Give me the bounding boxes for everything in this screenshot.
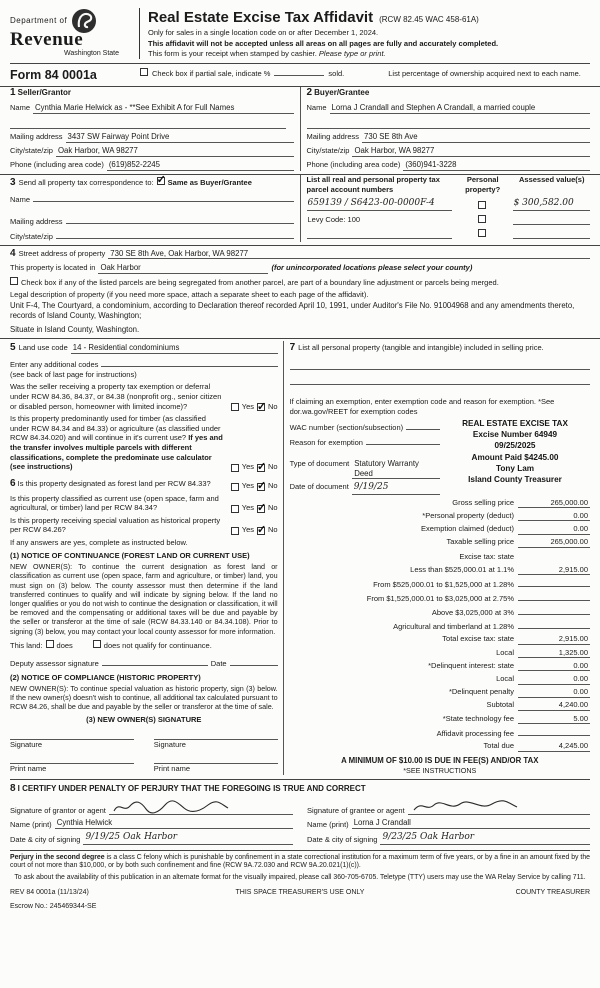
current-use-question — [10, 494, 278, 513]
tax-correspondence-section — [10, 175, 294, 242]
grantor-printname-label: Name (print) — [10, 819, 52, 829]
section2-number: 2 — [306, 87, 313, 99]
form-title: Real Estate Excise Tax Affidavit — [148, 9, 374, 26]
additional-codes-label: Enter any additional codes — [10, 360, 99, 370]
grantee-signature-ink — [410, 799, 520, 815]
row-value[interactable]: 5.00 — [518, 714, 590, 725]
row-value[interactable]: 4,245.00 — [518, 741, 590, 752]
located-in-field[interactable]: Oak Harbor — [98, 263, 268, 274]
personal-property-checkbox-3[interactable] — [478, 229, 486, 237]
exemption-instruction: If claiming an exemption, enter exemption code and reason for exemption. *See dor.wa.gov/REET for exemption codes — [289, 397, 555, 416]
parcel-row-2 — [307, 215, 591, 225]
perjury-bold: Perjury in the second degree — [10, 853, 105, 861]
does-label: does — [56, 640, 73, 650]
personal-property-checkbox-1[interactable] — [478, 201, 486, 209]
excise-tax-stamp — [440, 418, 590, 495]
section3-number: 3 — [10, 176, 16, 188]
row-value — [518, 550, 590, 559]
q4-text: Is this property classified as current use (open space, farm and agricultural, or timber) land per RCW 84.34? — [10, 493, 219, 513]
seller-name-label: Name — [10, 103, 31, 113]
section2-title: Buyer/Grantee — [314, 88, 370, 98]
new-owner-printname-field-2[interactable] — [154, 754, 278, 764]
grantor-signature-field[interactable] — [109, 799, 293, 816]
if-yes-instruction: If any answers are yes, complete as instructed below. — [10, 537, 188, 547]
grantor-signature-ink — [111, 799, 231, 815]
row-label: *State technology fee — [442, 713, 514, 723]
print-name-label-2: Print name — [153, 764, 191, 774]
forest-land-question — [10, 478, 278, 491]
form-number: Form 84 0001a — [10, 68, 97, 83]
grantee-signature-label: Signature of grantee or agent — [307, 805, 405, 815]
treasurer-space-label: THIS SPACE TREASURER'S USE ONLY — [235, 889, 365, 897]
historic-no-checkbox[interactable] — [257, 527, 265, 535]
tax-row-subtotal — [290, 700, 590, 711]
legal-description-text: Unit F-4, The Courtyard, a condominium, according to Declaration thereof recorded April 10, 1991, under Auditor's File No. 91004968 and any amendments thereto, records of Island County, Washington; — [10, 301, 575, 321]
doc-date-label: Date of document — [289, 482, 349, 492]
same-as-buyer-label: Same as Buyer/Grantee — [167, 177, 252, 187]
mid-columns — [10, 341, 590, 774]
section5-number: 5 — [10, 342, 16, 354]
title-block — [140, 8, 590, 59]
row-label: From $1,525,000.01 to $3,025,000 at 2.75% — [366, 593, 514, 603]
tax-row-tier4 — [290, 606, 590, 618]
row-value[interactable]: 4,240.00 — [518, 700, 590, 711]
new-owner-printname-field-1[interactable] — [10, 754, 134, 764]
located-in-label: This property is located in — [10, 263, 96, 273]
historic-question — [10, 516, 278, 535]
tax-row-gross — [290, 498, 590, 509]
doc-type-label: Type of document — [289, 458, 350, 468]
section7-number: 7 — [289, 342, 296, 354]
see-instructions-note: *SEE INSTRUCTIONS — [403, 765, 477, 775]
escrow-value: 245469344-SE — [49, 903, 97, 911]
notice-compliance-text: NEW OWNER(S): To continue special valuation as historic property, sign (3) below. If the new owner(s) doesn't wish to continue, all additional tax calculated pursuant to RCW 84.26, shall be due and payable by the seller or transferor at the time of sale. — [10, 683, 278, 712]
row-label: Local — [496, 674, 514, 684]
row-label: Taxable selling price — [446, 537, 514, 547]
ownership-note: List percentage of ownership acquired next to each name. — [388, 69, 581, 79]
row-label: Gross selling price — [452, 497, 514, 507]
does-checkbox[interactable] — [46, 640, 54, 648]
row-label: Less than $525,000.01 at 1.1% — [410, 564, 514, 574]
parties-section — [10, 87, 590, 171]
grantor-datecity-label: Date & city of signing — [10, 835, 81, 845]
buyer-mailing-field[interactable]: 730 SE 8th Ave — [362, 132, 590, 143]
row-label: *Personal property (deduct) — [422, 510, 514, 520]
row-value[interactable]: 1,325.00 — [518, 648, 590, 659]
street-address-field[interactable]: 730 SE 8th Ave, Oak Harbor, WA 98277 — [108, 249, 590, 260]
row-label: *Delinquent penalty — [448, 687, 514, 697]
seller-phone-field[interactable]: (619)852-2245 — [107, 160, 294, 171]
q3-text: Is this property designated as forest land per RCW 84.33? — [17, 478, 211, 488]
tax-row-total-due — [290, 741, 590, 752]
buyer-grantee-section — [300, 87, 591, 171]
seller-mailing-label: Mailing address — [10, 132, 63, 142]
tax-row-tier3 — [290, 592, 590, 604]
does-not-checkbox[interactable] — [93, 640, 101, 648]
row-value[interactable]: 0.00 — [518, 674, 590, 685]
doc-type-field[interactable]: Statutory Warranty Deed — [352, 459, 440, 480]
q2-no-checkbox[interactable] — [257, 464, 265, 472]
tax-row-agricultural — [290, 620, 590, 632]
tax-row-local — [290, 648, 590, 659]
buyer-csz-label: City/state/zip — [306, 146, 350, 155]
additional-codes-note: (see back of last page for instructions) — [10, 369, 137, 379]
new-owner-signature-field-1[interactable] — [10, 730, 134, 740]
notice-continuance-title: (1) NOTICE OF CONTINUANCE (FOREST LAND OR CURRENT USE) — [10, 551, 250, 561]
currentuse-no-label: No — [268, 503, 278, 513]
personal-property-field-1[interactable] — [290, 360, 590, 370]
deputy-date-field[interactable] — [230, 657, 278, 666]
q2-text: Is this property predominantly used for timber (as classified under RCW 84.34 and 84.33) or agriculture (as classified under RCW 84.34.020) and will continue in it's current use? — [10, 414, 221, 443]
wac-number-field[interactable] — [406, 421, 440, 430]
grantee-printname-label: Name (print) — [307, 819, 349, 829]
row-label: Total due — [483, 740, 514, 750]
seller-mailing-field[interactable]: 3437 SW Fairway Point Drive — [66, 132, 294, 143]
notice-compliance-title: (2) NOTICE OF COMPLIANCE (HISTORIC PROPERTY) — [10, 673, 201, 682]
footer-row — [10, 889, 590, 898]
tax-row-delinquent-interest-state — [290, 661, 590, 672]
row-value[interactable]: 0.00 — [518, 687, 590, 698]
row-label: Exemption claimed (deduct) — [421, 523, 514, 533]
row-label: Agricultural and timberland at 1.28% — [393, 622, 514, 632]
historic-no-label: No — [268, 525, 278, 535]
corr-mailing-label: Mailing address — [10, 217, 63, 227]
assessed-value-field-1[interactable]: $ 300,582.00 — [513, 198, 590, 211]
q1-yes-label: Yes — [241, 401, 254, 411]
row-value[interactable] — [518, 727, 590, 736]
tax-row-tier2 — [290, 578, 590, 590]
seller-name-field[interactable]: Cynthia Marie Helwick as - **See Exhibit A for Full Names — [33, 103, 293, 114]
street-address-label: Street address of property — [18, 248, 106, 258]
stamp-date: 09/25/2025 — [494, 441, 536, 451]
stamp-treasurer-name: Tony Lam — [495, 463, 535, 473]
land-use-label: Land use code — [18, 343, 68, 353]
seller-phone-label: Phone (including area code) — [10, 159, 104, 169]
row-label: Above $3,025,000 at 3% — [431, 608, 514, 618]
revenue-logo-block — [10, 8, 140, 59]
section4-number: 4 — [10, 247, 16, 259]
forest-no-label: No — [268, 480, 278, 490]
levy-code-value: 100 — [347, 214, 361, 224]
corr-mailing-field[interactable] — [66, 215, 294, 224]
tax-row-personal-deduct — [290, 511, 590, 522]
deputy-assessor-label: Deputy assessor signature — [10, 659, 99, 669]
q1-yes-checkbox[interactable] — [231, 403, 239, 411]
row-label: Affidavit processing fee — [436, 728, 514, 738]
currentuse-yes-label: Yes — [241, 503, 254, 513]
stamp-title: REAL ESTATE EXCISE TAX — [462, 419, 568, 429]
row-label: From $525,000.01 to $1,525,000 at 1.28% — [373, 579, 514, 589]
q1-no-checkbox[interactable] — [257, 403, 265, 411]
header-note-3 — [148, 49, 590, 59]
parcel-table — [300, 175, 591, 242]
seller-csz-label: City/state/zip — [10, 146, 53, 155]
perjury-text: is a class C felony which is punishable by confinement in a state correctional institution for a maximum term of five years, or by a fine in an amount fixed by the court of not more than $10,000, or by both such confinement and fine (RCW 9A.72.030 and RCW 9A.20.021(1)(c)). — [10, 853, 590, 870]
corr-csz-field[interactable] — [56, 230, 294, 239]
seller-grantor-section — [10, 87, 294, 171]
grantee-signature-block — [307, 796, 590, 845]
historic-yes-checkbox[interactable] — [231, 527, 239, 535]
row-label: Total excise tax: state — [442, 634, 514, 644]
personal-property-header: Personal property? — [465, 174, 501, 194]
row-label: Subtotal — [486, 700, 514, 710]
tax-row-excise-state — [290, 550, 590, 562]
section1-title: Seller/Grantor — [17, 88, 72, 98]
tax-row-taxable — [290, 537, 590, 548]
reason-exemption-field[interactable] — [366, 436, 440, 445]
q5-text: Is this property receiving special valuation as historical property per RCW 84.26? — [10, 515, 221, 535]
correspondence-parcel-section — [10, 175, 590, 242]
tax-computation-table — [290, 498, 590, 752]
buyer-name-field[interactable]: Lorna J Crandall and Stephen A Crandall, a married couple — [330, 103, 590, 114]
row-value[interactable]: 0.00 — [518, 524, 590, 535]
does-not-label: does not qualify for continuance. — [103, 640, 212, 650]
signature-label-1: Signature — [10, 739, 43, 749]
buyer-name-label: Name — [306, 103, 327, 113]
parcel-numbers-header: List all real and personal property tax parcel account numbers — [306, 174, 440, 194]
row-value[interactable]: 2,915.00 — [518, 634, 590, 645]
stamp-amount-paid: Amount Paid $4245.00 — [471, 452, 559, 462]
assessed-value-field-3[interactable] — [513, 229, 590, 239]
section6-number: 6 — [10, 477, 16, 489]
tax-row-total-state — [290, 634, 590, 645]
partial-sale-sold-label: sold. — [328, 69, 345, 79]
property-address-section — [10, 248, 590, 336]
q2-yes-checkbox[interactable] — [231, 464, 239, 472]
rev-number: REV 84 0001a (11/13/24) — [10, 889, 89, 897]
row-value[interactable]: 0.00 — [518, 511, 590, 522]
currentuse-no-checkbox[interactable] — [257, 505, 265, 513]
row-label: Local — [496, 647, 514, 657]
wac-number-label: WAC number (section/subsection) — [289, 423, 404, 433]
exemption-and-stamp-row — [290, 418, 590, 495]
grantee-printname-field[interactable]: Lorna J Crandall — [352, 818, 590, 829]
parcel-number-field[interactable]: 659139 / S6423-00-0000F-4 — [307, 198, 452, 211]
stamp-treasurer-title: Island County Treasurer — [468, 474, 562, 484]
new-owners-signature-title: (3) NEW OWNER(S) SIGNATURE — [86, 715, 202, 725]
levy-code-label: Levy Code: — [307, 214, 346, 224]
same-as-buyer-checkbox[interactable] — [157, 177, 165, 185]
new-owner-signature-field-2[interactable] — [154, 730, 278, 740]
q1-text: Was the seller receiving a property tax exemption or deferral under RCW 84.36, 84.37, or 84.38 (nonprofit org., senior citizen or disabled person, homeowner with limited income)? — [10, 382, 222, 411]
tax-row-tier1 — [290, 565, 590, 576]
row-value[interactable] — [518, 578, 590, 587]
form-number-row — [10, 67, 590, 83]
forest-yes-checkbox[interactable] — [231, 483, 239, 491]
grantee-datecity-field[interactable]: 9/23/25 Oak Harbor — [380, 832, 590, 845]
section8-number: 8 — [10, 782, 16, 794]
signature-label-2: Signature — [153, 739, 186, 749]
minimum-due-note: A MINIMUM OF $10.00 IS DUE IN FEE(S) AND/OR TAX — [341, 755, 539, 765]
seller-csz-field[interactable]: Oak Harbor, WA 98277 — [56, 146, 294, 157]
exemption-deferral-question — [10, 382, 278, 411]
assessed-value-header: Assessed value(s) — [519, 174, 585, 184]
personal-property-checkbox-2[interactable] — [478, 215, 486, 223]
forest-no-checkbox[interactable] — [257, 483, 265, 491]
q2-yes-label: Yes — [241, 462, 254, 472]
legal-description-label: Legal description of property (if you need more space, attach a separate sheet to each page of the affidavit). — [10, 289, 369, 299]
buyer-phone-field[interactable]: (360)941-3228 — [403, 160, 590, 171]
dept-of-label: Department of — [10, 15, 68, 25]
historic-yes-label: Yes — [241, 525, 254, 535]
personal-property-instruction: List all personal property (tangible and intangible) included in selling price. — [298, 343, 544, 353]
grantor-datecity-field[interactable]: 9/19/25 Oak Harbor — [83, 832, 293, 845]
segregated-checkbox[interactable] — [10, 277, 18, 285]
deputy-assessor-signature-field[interactable] — [102, 657, 208, 666]
rcw-reference: (RCW 82.45 WAC 458-61A) — [379, 15, 479, 24]
timber-agriculture-question — [10, 414, 278, 472]
additional-codes-field[interactable] — [101, 358, 277, 367]
corr-name-field[interactable] — [33, 193, 293, 202]
segregated-label: Check box if any of the listed parcels are being segregated from another parcel, are part of a boundary line adjustment or parcels being merged. — [21, 278, 499, 288]
certify-statement: I CERTIFY UNDER PENALTY OF PERJURY THAT THE FOREGOING IS TRUE AND CORRECT — [17, 783, 366, 793]
land-use-field[interactable]: 14 - Residential condominiums — [71, 343, 278, 354]
header — [10, 8, 590, 64]
partial-sale-percent-field[interactable] — [274, 67, 324, 76]
buyer-name-extra-field[interactable] — [307, 119, 591, 129]
tax-row-delinquent-penalty — [290, 687, 590, 698]
grantor-signature-label: Signature of grantor or agent — [10, 805, 106, 815]
perjury-notice — [10, 850, 590, 872]
buyer-csz-field[interactable]: Oak Harbor, WA 98277 — [352, 146, 590, 157]
doc-date-field[interactable]: 9/19/25 — [352, 482, 440, 495]
tax-row-delinquent-interest-local — [290, 674, 590, 685]
deputy-date-label: Date — [210, 659, 227, 669]
unincorporated-note: (for unincorporated locations please select your county) — [271, 263, 473, 273]
seller-name-extra-field[interactable] — [10, 119, 286, 129]
parcel-row-3 — [307, 229, 591, 239]
q2-bold-text: If yes and the transfer involves multiple parcels with different classifications, complete the predominate use calculator (see instructions) — [10, 433, 223, 472]
notice-continuance-text: NEW OWNER(S): To continue the current designation as forest land or classification as current use (open space, farm and agriculture, or timber) land, you must sign on (3) below. The county assessor must then determine if the land transferred continues to qualify and will indicate by signing below. If the land no longer qualifies or you do not wish to continue the designation or classification, it will be removed and the compensating or additional taxes will be due and payable by the seller or transferor at the time of sale (RCW 84.33.140 or 84.34.108). Prior to signing (3) below, you may contact your local county assessor for more information. — [10, 562, 278, 636]
grantor-printname-field[interactable]: Cynthia Helwick — [55, 818, 293, 829]
row-value[interactable] — [518, 620, 590, 629]
grantee-signature-field[interactable] — [408, 799, 590, 816]
legal-description-situate: Situate in Island County, Washington. — [10, 325, 140, 335]
currentuse-yes-checkbox[interactable] — [231, 505, 239, 513]
row-value[interactable]: 265,000.00 — [518, 498, 590, 509]
q1-no-label: No — [268, 401, 278, 411]
row-value[interactable] — [518, 606, 590, 615]
assessed-value-field-2[interactable] — [513, 215, 590, 225]
stamp-excise-number: Excise Number 64949 — [472, 430, 558, 440]
corr-csz-label: City/state/zip — [10, 231, 53, 241]
print-name-label-1: Print name — [10, 764, 47, 774]
reason-exemption-label: Reason for exemption — [289, 437, 363, 447]
revenue-wordmark: Revenue — [10, 29, 84, 50]
header-note-2: This affidavit will not be accepted unless all areas on all pages are fully and accurately completed. — [148, 38, 499, 48]
grantee-datecity-label: Date & city of signing — [307, 835, 378, 845]
row-value[interactable]: 0.00 — [518, 661, 590, 672]
partial-sale-label: Check box if partial sale, indicate % — [152, 69, 271, 79]
receipt-note: This form is your receipt when stamped by cashier. — [148, 49, 317, 59]
washington-state-label: Washington State — [64, 50, 119, 58]
row-label: Excise tax: state — [459, 552, 514, 562]
type-or-print-note: Please type or print. — [318, 49, 386, 59]
grantor-signature-block — [10, 796, 293, 845]
buyer-mailing-label: Mailing address — [306, 132, 360, 142]
escrow-row — [10, 903, 590, 912]
row-value[interactable] — [518, 592, 590, 601]
certification-section — [10, 779, 590, 845]
tax-row-exemption-deduct — [290, 524, 590, 535]
parcel-number-field-3[interactable] — [307, 229, 452, 239]
row-value[interactable]: 2,915.00 — [518, 565, 590, 576]
send-correspondence-label: Send all property tax correspondence to: — [18, 177, 154, 187]
forest-yes-label: Yes — [241, 480, 254, 490]
partial-sale-checkbox[interactable] — [140, 68, 148, 76]
escrow-label: Escrow No.: — [10, 903, 48, 911]
county-treasurer-label: COUNTY TREASURER — [515, 889, 590, 897]
corr-name-label: Name — [10, 194, 31, 204]
section1-number: 1 — [10, 87, 16, 99]
header-note-1: Only for sales in a single location code on or after December 1, 2024. — [148, 28, 379, 38]
row-label: *Delinquent interest: state — [428, 660, 514, 670]
tax-row-processing-fee — [290, 727, 590, 739]
personal-property-field-2[interactable] — [290, 375, 590, 385]
buyer-phone-label: Phone (including area code) — [306, 159, 401, 169]
alternate-format-notice: To ask about the availability of this publication in an alternate format for the visually impaired, please call 360-705-6705. Teletype (TTY) users may use the WA Relay Service by calling 711. — [14, 874, 586, 882]
section7-column — [283, 341, 590, 774]
left-column — [10, 341, 283, 774]
parcel-row-1 — [307, 198, 591, 211]
this-land-label: This land: — [10, 640, 43, 650]
row-value[interactable]: 265,000.00 — [518, 537, 590, 548]
tax-row-technology-fee — [290, 714, 590, 725]
q2-no-label: No — [268, 462, 278, 472]
